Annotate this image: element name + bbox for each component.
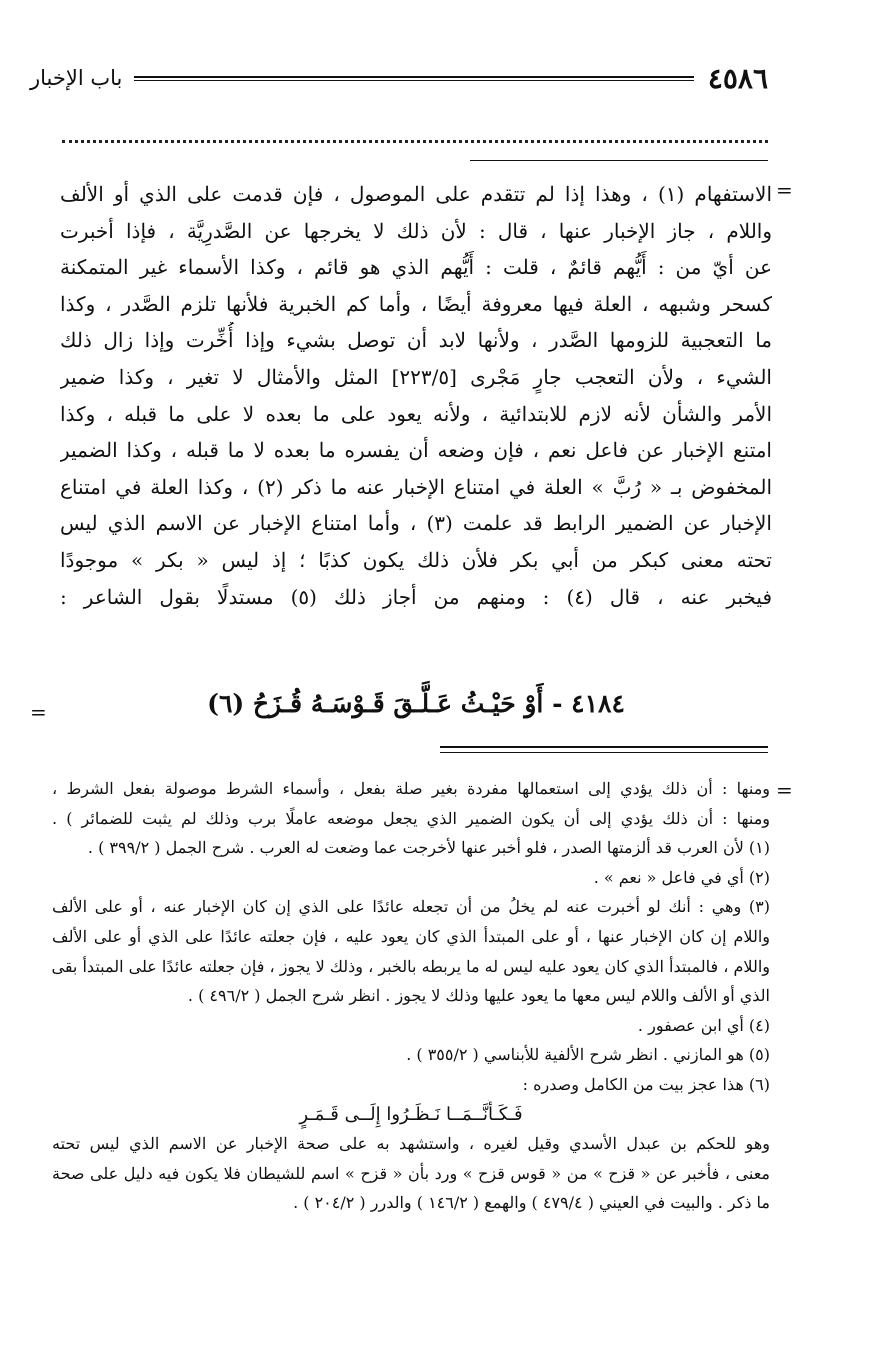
header-rule (134, 76, 693, 81)
footnote-line: ومنها : أن ذلك يؤدي إلى أن يكون الضمير الذي يجعل موضعه عاملًا برب وذلك لم يثبت للضمائر ) . (52, 808, 770, 828)
footnote-rule-thin (440, 752, 768, 753)
main-text-line: عن أيّ من : أَيُّهم قائمٌ ، قلت : أَيُّهم الذي هو قائم ، وكذا الأسماء غير المتمكنة (60, 255, 772, 280)
main-text-line: تحته معنى كبكر من أبي بكر فلأن ذلك يكون كذبًا ؛ إذ ليس « بكر » موجودًا (60, 547, 772, 572)
page-number: ٤٥٨٦ (707, 61, 768, 95)
footnote-verse: فَـكَـأَنَّــمَــا نَـظَـرُوا إِلَــى قَـمَـرٍ (299, 1103, 523, 1125)
main-text-line: ما التعجبية للزومها الصَّدر ، ولأنها لابد أن توصل بشيء وإذا أُخِّرت وإذا زال ذلك (60, 328, 772, 353)
footnote-2: (٢) أي في فاعل « نعم » . (593, 867, 770, 887)
footnote-3: (٣) وهي : أنك لو أخبرت عنه لم يخلُ من أن تجعله عائدًا على الذي إن كان الإخبار عنه ، أو على الألف (52, 897, 770, 917)
main-text-line: فيخبر عنه ، قال (٤) : ومنهم من أجاز ذلك (٥) مستدلًا بقول الشاعر : (60, 584, 772, 609)
footnotes (52, 774, 770, 1218)
footnote-1: (١) لأن العرب قد ألزمتها الصدر ، فلو أخبر عنها لأخرجت عما وضعت له العرب . شرح الجمل ( ٣٩٩/٢ ) . (87, 838, 770, 858)
main-text-line: الاستفهام (١) ، وهذا إذا لم تتقدم على الموصول ، فإن قدمت على الذي أو الألف (60, 182, 772, 206)
footnote-rule (440, 746, 768, 748)
continuation-mark-footnote: = (776, 778, 793, 802)
main-text-line: كسحر وشبهه ، العلة فيها معروفة أيضًا ، وأما كم الخبرية فلأنها تلزم الصَّدر ، وكذا (60, 291, 772, 316)
page-header (30, 56, 768, 100)
main-text-line: الشيء ، ولأن التعجب جارٍ مَجْرى [٢٢٣/٥] المثل والأمثال لا تغير ، وكذا ضمير (60, 364, 772, 389)
verse-4184: ٤١٨٤ - أَوْ حَيْـثُ عَـلَّـقَ قَـوْسَـهُ قُـزَحُ (٦) (207, 689, 625, 718)
main-text-line: واللام ، جاز الإخبار عنها ، قال : لأن ذلك لا يخرجها عن الصَّدرِيَّة ، فإذا أخبرت (60, 218, 772, 243)
main-text-line: امتنع الإخبار عن فاعل نعم ، فإن وضعه أن يفسره ما بعده لا ما قبله ، وكذا الضمير (60, 438, 772, 463)
separator-rule (470, 160, 768, 161)
footnote-line: وهو للحكم بن عبدل الأسدي وقيل لغيره ، واستشهد به على صحة الإخبار عن الاسم الذي ليس تحته (52, 1134, 770, 1154)
footnote-line: واللام ، فالمبتدأ الذي كان يعود عليه ليس له ما يربطه بالخبر ، وذلك لا يجوز ، فإن جعلته عائدًا على المبتدأ بقى (52, 956, 770, 976)
main-text (60, 176, 772, 615)
footnote-line: ومنها : أن ذلك يؤدي إلى استعمالها مفردة بغير صلة بفعل ، وأسماء الشرط موصولة بفعل الشرط ، (52, 779, 770, 798)
main-text-line: الأمر والشأن لأنه لازم للابتدائية ، ولأنه يعود على ما بعده لا على ما قبله ، وكذا (60, 401, 772, 426)
footnote-6: (٦) هذا عجز بيت من الكامل وصدره : (522, 1074, 770, 1094)
footnote-5: (٥) هو المازني . انظر شرح الألفية للأبناسي ( ٣٥٥/٢ ) . (406, 1045, 770, 1065)
main-text-line: الإخبار عن الضمير الرابط قد علمت (٣) ، وأما امتناع الإخبار عن الاسم الذي ليس (60, 511, 772, 536)
main-text-line: المخفوض بـ « رُبَّ » العلة في امتناع الإخبار عنه ما ذكر (٢) ، وكذا العلة في امتناع (60, 474, 772, 499)
footnote-line: معنى ، فأخبر عن « قزح » من « قوس قزح » ورد بأن « قزح » اسم للشيطان فلا يكون فيه دليل على صحة (52, 1163, 770, 1183)
continuation-mark-top: = (776, 178, 793, 202)
footnote-line: الذي أو الألف واللام ليس معها ما يعود عليها وذلك لا يجوز . انظر شرح الجمل ( ٤٩٦/٢ ) . (187, 986, 770, 1006)
footnote-line: ما ذكر . والبيت في العيني ( ٤٧٩/٤ ) والهمع ( ١٤٦/٢ ) والدرر ( ٢٠٤/٢ ) . (293, 1193, 770, 1213)
dotted-separator (62, 126, 768, 143)
footnote-4: (٤) أي ابن عصفور . (637, 1015, 770, 1035)
running-title: باب الإخبار (30, 66, 123, 90)
footnote-line: واللام إن كان الإخبار عنها ، أو على المبتدأ الذي كان يعود عليه ، فإن جعلته عائدًا على الذي أو على الألف (52, 926, 770, 946)
continuation-mark-verse: = (30, 700, 47, 724)
